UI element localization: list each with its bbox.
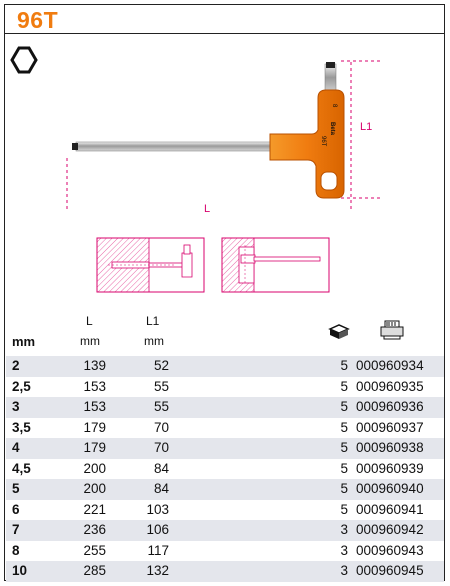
cell-pack-qty: 5 xyxy=(340,419,348,435)
cell-article-code: 000960935 xyxy=(356,378,424,394)
product-title: 96T xyxy=(17,7,59,33)
cell-article-code: 000960942 xyxy=(356,522,424,537)
cell-size-mm: 7 xyxy=(12,522,20,537)
cell-size-mm: 8 xyxy=(12,542,20,558)
cell-length-L: 285 xyxy=(83,563,106,578)
dim-label-L1: L1 xyxy=(360,121,373,133)
table-row xyxy=(6,561,444,582)
cell-article-code: 000960937 xyxy=(356,419,424,435)
cell-length-L: 179 xyxy=(83,440,106,455)
cell-length-L: 221 xyxy=(83,501,106,517)
tool-short-arm xyxy=(325,62,336,94)
cell-pack-qty: 5 xyxy=(340,378,348,394)
cell-length-L: 139 xyxy=(83,358,106,373)
cell-length-L: 200 xyxy=(83,481,106,496)
cell-pack-qty: 3 xyxy=(340,563,348,578)
barcode-printer-icon xyxy=(379,320,405,343)
cell-length-L1: 55 xyxy=(153,399,169,414)
table-row xyxy=(6,397,444,418)
table-row xyxy=(6,479,444,500)
tool-handle xyxy=(270,90,344,198)
cell-pack-qty: 5 xyxy=(340,399,348,414)
cell-size-mm: 5 xyxy=(12,481,20,496)
handle-brand-text: Beta xyxy=(329,122,335,136)
cell-pack-qty: 5 xyxy=(340,501,348,517)
table-row xyxy=(6,356,444,377)
cell-length-L: 255 xyxy=(83,542,106,558)
cell-length-L: 179 xyxy=(83,419,106,435)
cell-length-L1: 70 xyxy=(153,440,169,455)
cell-size-mm: 6 xyxy=(12,501,20,517)
cell-article-code: 000960936 xyxy=(356,399,424,414)
cell-size-mm: 4,5 xyxy=(12,460,31,476)
cell-pack-qty: 3 xyxy=(340,542,348,558)
section-view-right xyxy=(221,237,331,293)
header-L-unit: mm xyxy=(80,334,100,348)
header-mm: mm xyxy=(12,334,36,349)
table-body xyxy=(6,356,444,582)
dim-label-L: L xyxy=(204,203,211,215)
cell-length-L1: 132 xyxy=(146,563,169,578)
cell-article-code: 000960938 xyxy=(356,440,424,455)
cell-pack-qty: 5 xyxy=(340,460,348,476)
cell-length-L: 153 xyxy=(83,399,106,414)
table-row xyxy=(6,377,444,398)
cell-size-mm: 2,5 xyxy=(12,378,31,394)
cell-pack-qty: 3 xyxy=(340,522,348,537)
table-row xyxy=(6,438,444,459)
cell-length-L1: 84 xyxy=(153,481,169,496)
handle-size-text: 8 xyxy=(331,104,337,108)
tool-drawing xyxy=(0,0,450,230)
package-icon xyxy=(328,322,350,343)
cell-size-mm: 3 xyxy=(12,399,20,414)
cell-size-mm: 4 xyxy=(12,440,20,455)
cell-size-mm: 10 xyxy=(12,563,28,578)
cell-size-mm: 3,5 xyxy=(12,419,31,435)
header-L1-unit: mm xyxy=(144,334,164,348)
table-row xyxy=(6,500,444,521)
header-L1: L1 xyxy=(146,314,160,328)
cell-length-L1: 117 xyxy=(147,542,169,558)
tool-shaft xyxy=(72,142,271,151)
table-row xyxy=(6,541,444,562)
table-row xyxy=(6,418,444,439)
cell-article-code: 000960941 xyxy=(356,501,424,517)
cell-article-code: 000960945 xyxy=(356,563,424,578)
table-row xyxy=(6,459,444,480)
cell-pack-qty: 5 xyxy=(340,358,348,373)
cell-length-L1: 103 xyxy=(146,501,169,517)
cell-article-code: 000960943 xyxy=(356,542,424,558)
cell-length-L: 153 xyxy=(83,378,106,394)
cell-pack-qty: 5 xyxy=(340,481,348,496)
cell-length-L1: 84 xyxy=(153,460,169,476)
table-header xyxy=(6,312,444,356)
cell-length-L: 236 xyxy=(83,522,106,537)
table-row xyxy=(6,520,444,541)
cell-length-L1: 70 xyxy=(153,419,169,435)
section-view-left xyxy=(96,237,206,293)
header-L: L xyxy=(86,314,93,328)
cell-length-L1: 52 xyxy=(153,358,169,373)
handle-model-text: 96T xyxy=(320,136,326,147)
spec-table xyxy=(6,312,444,582)
cell-article-code: 000960940 xyxy=(356,481,424,496)
cell-article-code: 000960934 xyxy=(356,358,424,373)
cell-article-code: 000960939 xyxy=(356,460,424,476)
cell-length-L1: 106 xyxy=(146,522,169,537)
cell-pack-qty: 5 xyxy=(340,440,348,455)
cell-length-L: 200 xyxy=(83,460,106,476)
cell-length-L1: 55 xyxy=(153,378,169,394)
cell-size-mm: 2 xyxy=(12,358,20,373)
